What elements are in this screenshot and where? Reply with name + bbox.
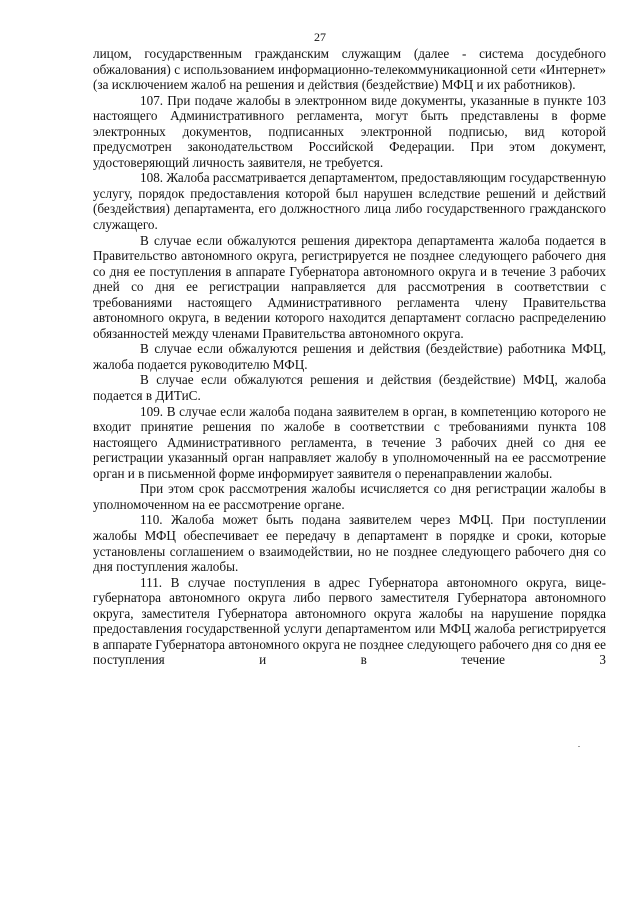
paragraph-111: 111. В случае поступления в адрес Губернатора автономного округа, вице-губернатора автономного округа либо первого заместителя Губернатора автономного округа, заместителя Губернатора автономного округа жалобы на нарушение порядка предоставления государственной услуги департаментом или МФЦ жалоба регистрируется в аппарате Губернатора автономного округа не позднее следующего рабочего дня со дня ее поступления и в течение 3 bbox=[93, 574, 606, 668]
paragraph-108-mfc-employee: В случае если обжалуются решения и действия (бездействие) работника МФЦ, жалоба подается руководителю МФЦ. bbox=[93, 341, 606, 372]
paragraph-108: 108. Жалоба рассматривается департаментом, предоставляющим государственную услугу, порядок предоставления которой был нарушен вследствие решений и действий (бездействия) департамента, его должностного лица либо государственного гражданского служащего. bbox=[93, 170, 606, 233]
paragraph-110: 110. Жалоба может быть подана заявителем через МФЦ. При поступлении жалобы МФЦ обеспечивает ее передачу в департамент в порядке и сроки, которые установлены соглашением о взаимодействии, но не позднее следующего рабочего дня со дня поступления жалобы. bbox=[93, 512, 606, 575]
page-number: 27 bbox=[314, 30, 326, 44]
paragraph-109: 109. В случае если жалоба подана заявителем в орган, в компетенцию которого не входит принятие решения по жалобе в соответствии с требованиями пункта 108 настоящего Административного регламента, в течение 3 рабочих дней со дня ее регистрации указанный орган направляет жалобу в уполномоченный на ее рассмотрение орган и в письменной форме информирует заявителя о перенаправлении жалобы. bbox=[93, 403, 606, 481]
paragraph-108-director-complaint: В случае если обжалуются решения директора департамента жалоба подается в Правительство автономного округа, регистрируется не позднее следующего рабочего дня со дня ее поступления в аппарате Губернатора автономного округа и в течение 3 рабочих дней со дня ее регистрации направляется для рассмотрения в соответствии с требованиями настоящего Административного регламента члену Правительства автономного округа, в ведении которого находится департамент согласно распределению обязанностей между членами Правительства автономного округа. bbox=[93, 232, 606, 341]
paragraph-continuation: лицом, государственным гражданским служащим (далее - система досудебного обжалования) с использованием информационно-телекоммуникационной сети «Интернет» (за исключением жалоб на решения и действия (бездействие) МФЦ и их работников). bbox=[93, 46, 606, 93]
paragraph-108-mfc: В случае если обжалуются решения и действия (бездействие) МФЦ, жалоба подается в ДИТиС. bbox=[93, 372, 606, 404]
paragraph-107: 107. При подаче жалобы в электронном виде документы, указанные в пункте 103 настоящего Административного регламента, могут быть представлены в форме электронных документов, подписанных электронной подписью, вид которой предусмотрен законодательством Российской Федерации. При этом документ, удостоверяющий личность заявителя, не требуется. bbox=[93, 92, 606, 170]
paragraph-109-term: При этом срок рассмотрения жалобы исчисляется со дня регистрации жалобы в уполномоченном на ее рассмотрение органе. bbox=[93, 481, 606, 512]
scan-speck bbox=[578, 746, 580, 747]
document-body bbox=[93, 46, 606, 668]
